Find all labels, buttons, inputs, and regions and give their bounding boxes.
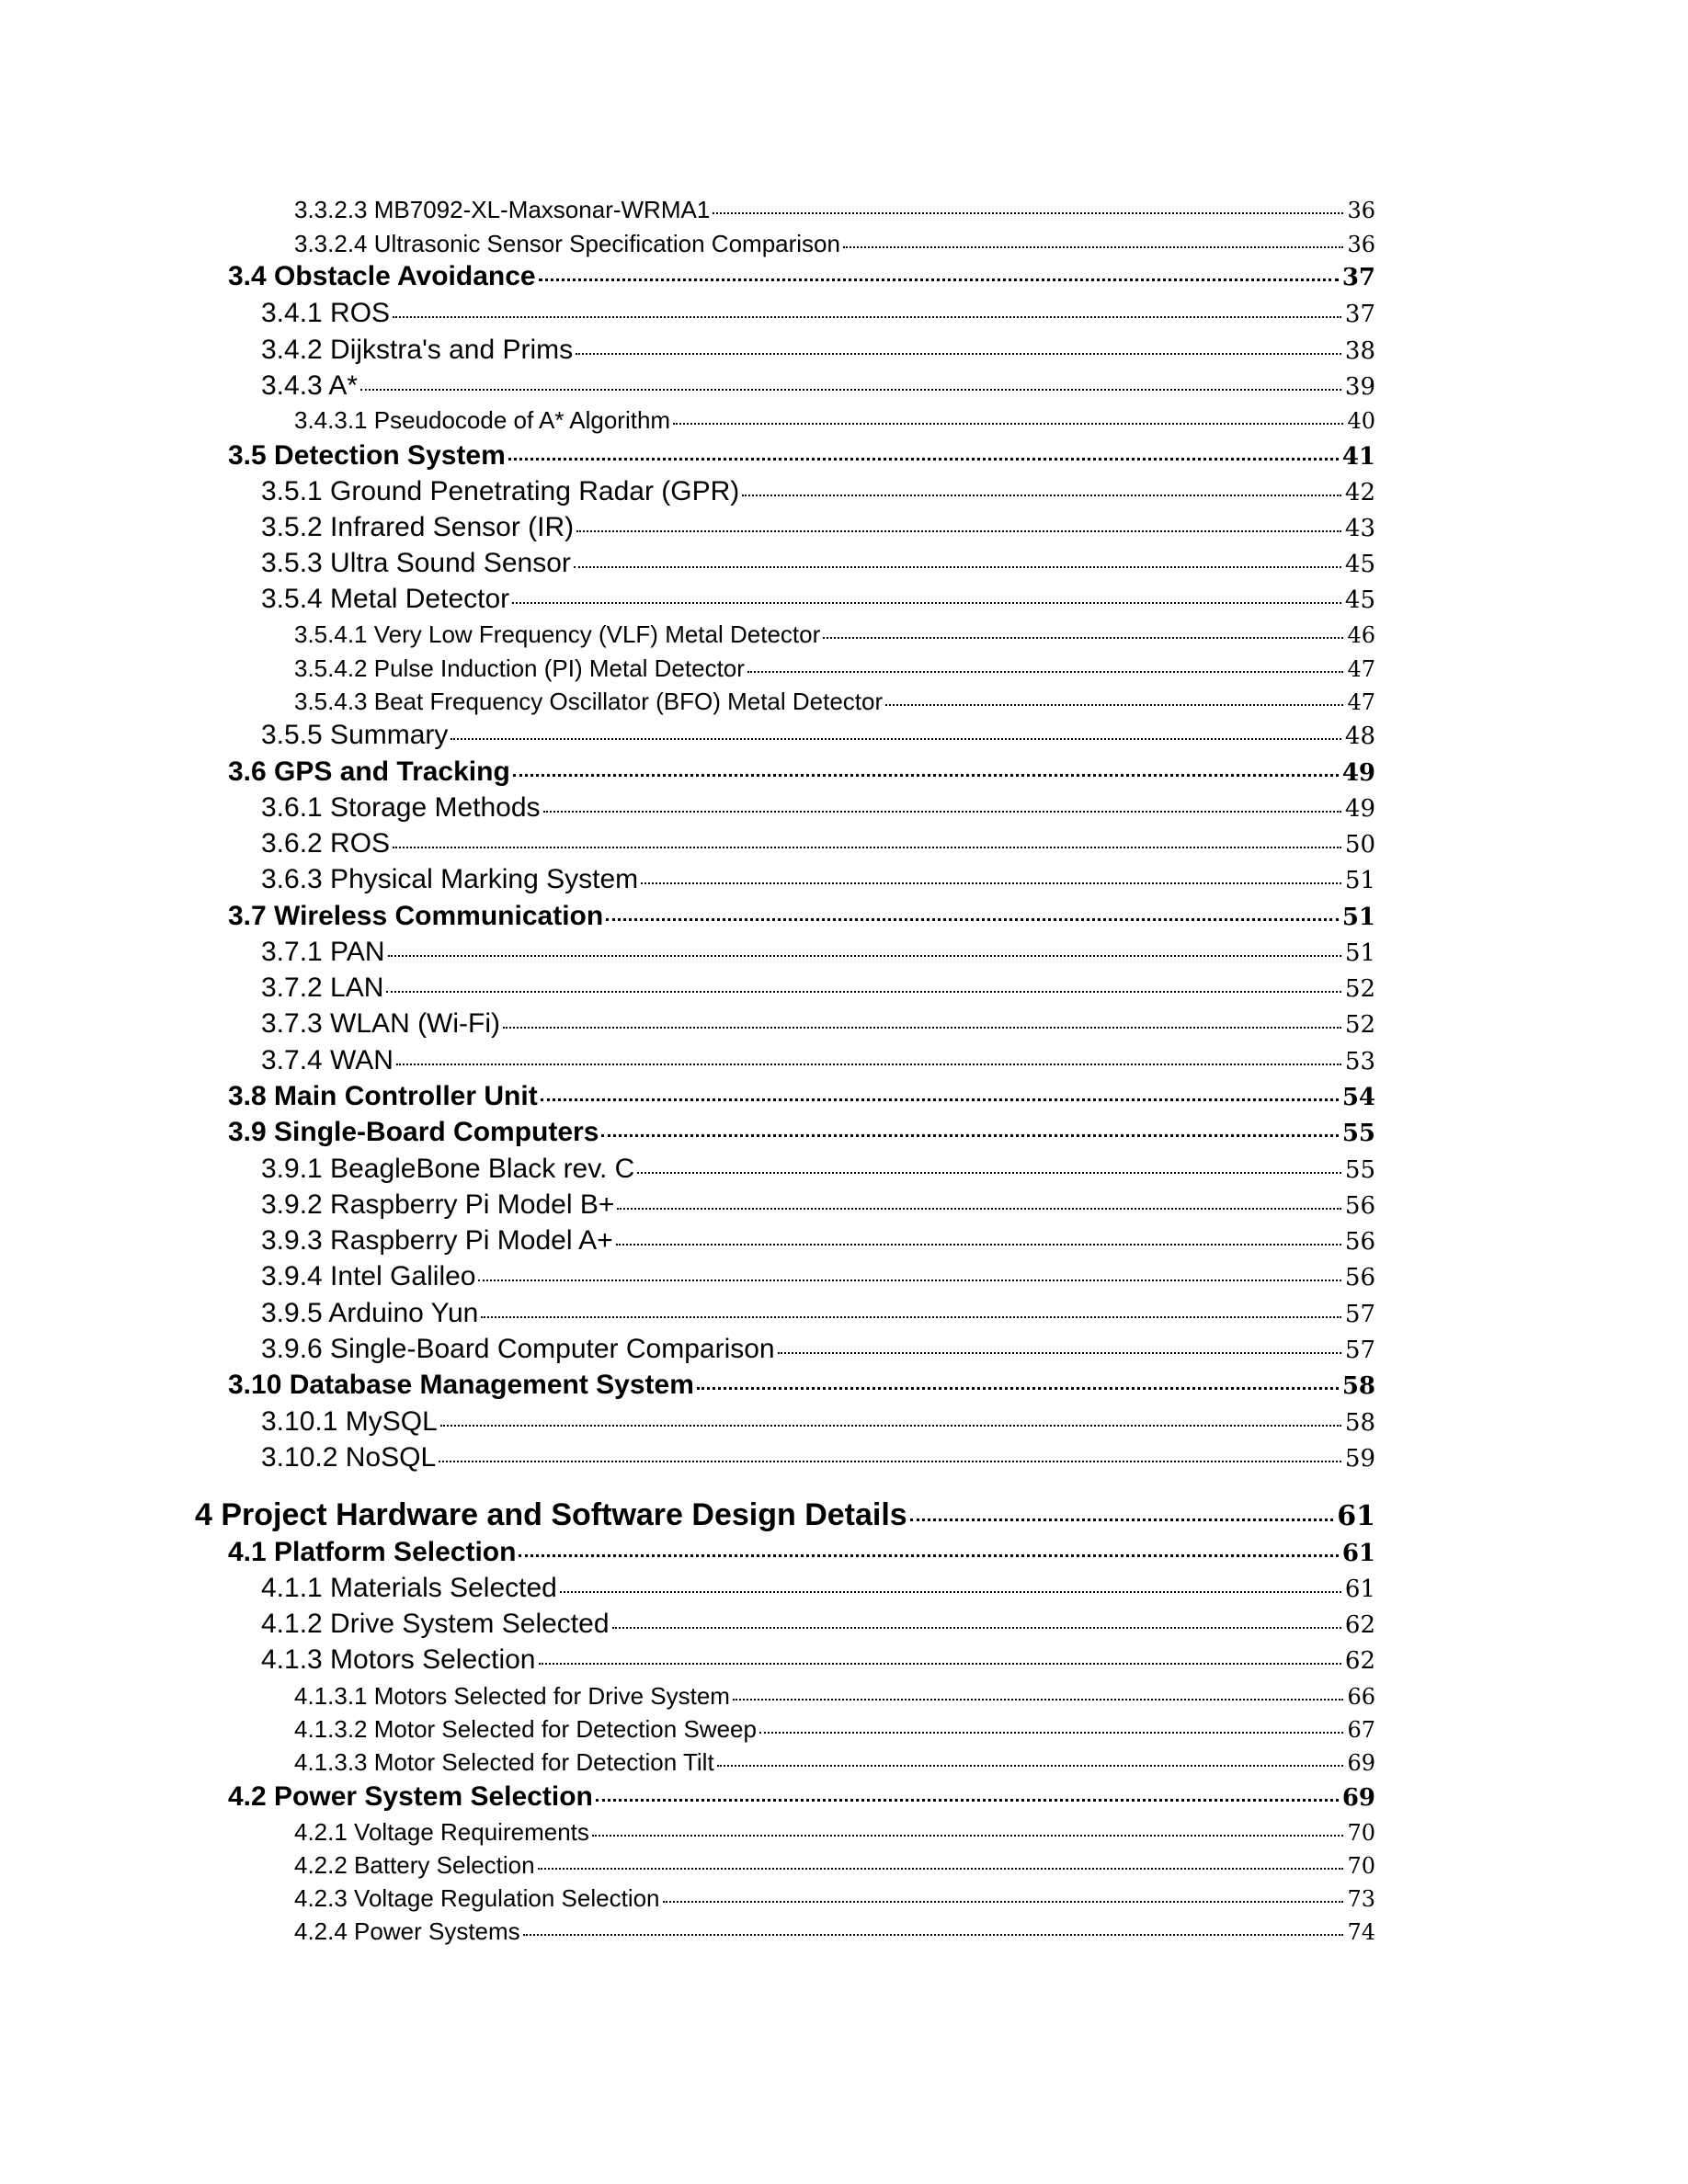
toc-page-number: 58 (1341, 1372, 1375, 1400)
toc-page-number: 56 (1344, 1228, 1375, 1256)
toc-page-number: 51 (1344, 867, 1375, 894)
toc-entry[interactable] (294, 654, 1375, 683)
toc-entry-title: 3.5.4.2 Pulse Induction (PI) Metal Detector (294, 654, 745, 682)
dot-leader (843, 246, 1343, 248)
toc-entry[interactable] (261, 1008, 1375, 1040)
toc-page-number: 61 (1341, 1540, 1375, 1567)
dot-leader (697, 1387, 1339, 1390)
toc-entry-title: 3.5 Detection System (228, 440, 506, 471)
toc-entry-title: 4.1 Platform Selection (228, 1537, 517, 1567)
dot-leader (759, 1732, 1344, 1734)
toc-entry-title: 4.1.1 Materials Selected (261, 1573, 557, 1603)
toc-entry-title: 4.1.2 Drive System Selected (261, 1609, 610, 1639)
dot-leader (523, 1934, 1344, 1936)
dot-leader (606, 918, 1339, 921)
toc-entry-title: 3.7.4 WAN (261, 1045, 393, 1075)
dot-leader (592, 1835, 1344, 1837)
toc-page-number: 47 (1347, 689, 1375, 715)
toc-entry[interactable] (261, 1189, 1375, 1221)
toc-entry[interactable] (261, 720, 1375, 751)
toc-entry-title: 3.5.2 Infrared Sensor (IR) (261, 512, 575, 542)
toc-entry-title: 3.6 GPS and Tracking (228, 756, 510, 787)
toc-entry-title: 3.4 Obstacle Avoidance (228, 261, 536, 291)
toc-entry-title: 3.9.3 Raspberry Pi Model A+ (261, 1225, 613, 1256)
toc-entry[interactable] (261, 1261, 1375, 1292)
toc-page-number: 42 (1344, 479, 1375, 506)
dot-leader (823, 637, 1343, 639)
toc-entry-title: 4.1.3.1 Motors Selected for Drive System (294, 1682, 730, 1710)
toc-page-number: 52 (1344, 1011, 1375, 1039)
toc-entry-title: 3.8 Main Controller Unit (228, 1081, 538, 1111)
toc-entry[interactable] (294, 1884, 1375, 1913)
toc-entry[interactable] (261, 1225, 1375, 1257)
toc-page-number: 50 (1344, 831, 1375, 859)
toc-page-number: 67 (1347, 1717, 1375, 1743)
toc-entry[interactable] (261, 792, 1375, 824)
toc-page-number: 47 (1347, 656, 1375, 682)
toc-entry-title: 3.4.1 ROS (261, 298, 391, 328)
toc-entry-title: 3.5.3 Ultra Sound Sensor (261, 548, 571, 578)
toc-entry[interactable] (261, 1609, 1375, 1640)
toc-entry[interactable] (261, 1573, 1375, 1604)
dot-leader (733, 1699, 1343, 1701)
toc-entry[interactable] (261, 335, 1375, 366)
toc-entry-title: 4.2.2 Battery Selection (294, 1851, 535, 1879)
toc-entry-title: 3.5.4.3 Beat Frequency Oscillator (BFO) Metal Detector (294, 688, 884, 715)
toc-entry-title: 4.1.3.2 Motor Selected for Detection Sweep (294, 1715, 757, 1743)
toc-entry-title: 4.2.3 Voltage Regulation Selection (294, 1884, 660, 1912)
toc-entry[interactable] (294, 1715, 1375, 1744)
dot-leader (576, 530, 1341, 532)
dot-leader (616, 1244, 1341, 1246)
toc-entry-title: 4.1.3.3 Motor Selected for Detection Tilt (294, 1748, 714, 1776)
toc-entry[interactable] (228, 440, 1375, 472)
toc-page-number: 51 (1344, 939, 1375, 967)
toc-page-number: 56 (1344, 1264, 1375, 1291)
toc-entry-title: 3.4.2 Dijkstra's and Prims (261, 335, 574, 365)
toc-entry[interactable] (261, 1154, 1375, 1185)
dot-leader (519, 1554, 1338, 1557)
dot-leader (393, 316, 1341, 318)
toc-entry[interactable] (261, 1334, 1375, 1365)
toc-entry-title: 3.10.1 MySQL (261, 1406, 438, 1437)
toc-page-number: 59 (1344, 1445, 1375, 1473)
toc-entry-title: 3.9.6 Single-Board Computer Comparison (261, 1334, 775, 1364)
toc-entry[interactable] (228, 1081, 1375, 1112)
toc-page-number: 36 (1347, 198, 1375, 223)
toc-page-number: 49 (1344, 795, 1375, 823)
toc-page-number: 70 (1347, 1820, 1375, 1846)
toc-entry-title: 3.3.2.4 Ultrasonic Sensor Specification Comparison (294, 230, 840, 257)
toc-entry[interactable] (261, 973, 1375, 1004)
toc-page-number: 48 (1344, 722, 1375, 750)
toc-page-number: 55 (1341, 1120, 1375, 1147)
toc-page-number: 69 (1347, 1750, 1375, 1776)
toc-page-number: 40 (1347, 408, 1375, 434)
dot-leader (543, 811, 1341, 813)
toc-entry-title: 3.9.2 Raspberry Pi Model B+ (261, 1189, 615, 1220)
toc-entry[interactable] (261, 584, 1375, 615)
toc-page-number: 43 (1344, 515, 1375, 542)
dot-leader (478, 1280, 1340, 1281)
toc-entry[interactable] (294, 1682, 1375, 1711)
toc-entry-title: 3.9.1 BeagleBone Black rev. C (261, 1154, 635, 1184)
toc-entry[interactable] (261, 1406, 1375, 1438)
toc-entry[interactable] (261, 298, 1375, 329)
toc-page-number: 57 (1344, 1301, 1375, 1328)
toc-entry-title: 3.7 Wireless Communication (228, 901, 604, 931)
dot-leader (885, 704, 1343, 706)
dot-leader (513, 774, 1339, 777)
toc-page-number: 45 (1344, 551, 1375, 578)
toc-entry[interactable] (261, 1298, 1375, 1329)
toc-entry[interactable] (294, 1917, 1375, 1946)
toc-page-number: 62 (1344, 1647, 1375, 1675)
toc-page-number: 56 (1344, 1192, 1375, 1220)
toc-entry[interactable] (261, 548, 1375, 579)
toc-entry[interactable] (261, 1644, 1375, 1676)
toc-entry-title: 3.5.4 Metal Detector (261, 584, 510, 614)
toc-entry[interactable] (261, 1442, 1375, 1473)
toc-entry[interactable] (228, 756, 1375, 788)
dot-leader (388, 955, 1341, 957)
toc-page-number: 70 (1347, 1853, 1375, 1879)
toc-entry-title: 3.4.3.1 Pseudocode of A* Algorithm (294, 406, 671, 434)
toc-page-number: 58 (1344, 1409, 1375, 1437)
toc-page-number: 49 (1341, 759, 1375, 787)
dot-leader (503, 1027, 1341, 1029)
toc-page-number: 57 (1344, 1337, 1375, 1364)
toc-page-number: 36 (1347, 232, 1375, 257)
dot-leader (440, 1425, 1341, 1427)
dot-leader (439, 1461, 1341, 1462)
toc-entry-title: 4.2.1 Voltage Requirements (294, 1818, 589, 1846)
toc-page-number: 66 (1347, 1684, 1375, 1710)
dot-leader (612, 1627, 1341, 1629)
toc-page-number: 51 (1341, 904, 1375, 931)
toc-entry[interactable] (294, 230, 1375, 258)
toc-entry[interactable] (228, 1537, 1375, 1568)
toc-page-number: 61 (1344, 1575, 1375, 1603)
toc-entry-title: 3.10 Database Management System (228, 1370, 694, 1400)
toc-page-number: 37 (1344, 301, 1375, 328)
toc-entry-title: 3.3.2.3 MB7092-XL-Maxsonar-WRMA1 (294, 196, 711, 223)
toc-page-number: 41 (1341, 443, 1375, 471)
dot-leader (717, 1765, 1344, 1767)
toc-entry[interactable] (261, 1045, 1375, 1076)
toc-page-number: 62 (1344, 1611, 1375, 1639)
dot-leader (617, 1208, 1341, 1210)
dot-leader (386, 991, 1340, 993)
toc-entry[interactable] (294, 196, 1375, 224)
toc-entry-title: 3.7.3 WLAN (Wi-Fi) (261, 1008, 501, 1039)
dot-leader (673, 423, 1343, 425)
toc-page-number: 52 (1344, 975, 1375, 1003)
toc-entry[interactable] (294, 688, 1375, 716)
dot-leader (747, 671, 1344, 673)
toc-entry[interactable] (228, 1370, 1375, 1401)
dot-leader (641, 882, 1341, 884)
dot-leader (539, 279, 1339, 281)
toc-page-number: 73 (1347, 1886, 1375, 1912)
toc-entry[interactable] (261, 828, 1375, 859)
toc-entry[interactable] (294, 406, 1375, 435)
toc-entry-title: 3.6.1 Storage Methods (261, 792, 541, 823)
toc-entry[interactable] (261, 864, 1375, 895)
toc-entry-title: 3.6.2 ROS (261, 828, 391, 859)
toc-entry[interactable] (294, 1851, 1375, 1880)
toc-page-number: 37 (1341, 264, 1375, 291)
dot-leader (512, 602, 1341, 604)
toc-entry-title: 3.4.3 A* (261, 370, 359, 401)
dot-leader (396, 1064, 1341, 1065)
toc-entry-title: 3.5.4.1 Very Low Frequency (VLF) Metal Detector (294, 620, 821, 648)
dot-leader (910, 1519, 1334, 1521)
toc-entry[interactable] (261, 370, 1375, 402)
toc-entry[interactable] (228, 1117, 1375, 1148)
toc-entry[interactable] (228, 261, 1375, 292)
dot-leader (601, 1134, 1338, 1137)
dot-leader (508, 458, 1339, 461)
toc-page-number: 45 (1344, 586, 1375, 614)
dot-leader (742, 495, 1341, 496)
toc-entry-title: 3.9.4 Intel Galileo (261, 1261, 476, 1291)
toc-entry-title: 3.7.2 LAN (261, 973, 384, 1003)
toc-entry[interactable] (261, 476, 1375, 507)
toc-entry[interactable] (261, 512, 1375, 543)
dot-leader (541, 1098, 1339, 1101)
toc-page-number: 55 (1344, 1156, 1375, 1184)
toc-page-number: 38 (1344, 337, 1375, 365)
toc-entry-title: 3.7.1 PAN (261, 937, 385, 967)
dot-leader (596, 1799, 1339, 1802)
toc-entry-title: 4.2.4 Power Systems (294, 1917, 520, 1945)
toc-entry[interactable] (261, 937, 1375, 968)
dot-leader (451, 738, 1340, 740)
toc-page-number: 53 (1344, 1048, 1375, 1075)
toc-entry-title: 3.9.5 Arduino Yun (261, 1298, 479, 1328)
toc-entry-title: 4 Project Hardware and Software Design Details (195, 1497, 907, 1532)
toc-entry[interactable] (294, 1818, 1375, 1847)
dot-leader (713, 212, 1343, 214)
toc-entry[interactable] (294, 620, 1375, 649)
toc-page-number: 54 (1341, 1084, 1375, 1111)
dot-leader (481, 1316, 1341, 1318)
toc-entry-title: 4.2 Power System Selection (228, 1781, 593, 1812)
dot-leader (637, 1172, 1341, 1174)
dot-leader (539, 1663, 1341, 1665)
toc-page-number: 61 (1337, 1500, 1375, 1532)
dot-leader (778, 1352, 1341, 1354)
toc-entry[interactable] (294, 1748, 1375, 1777)
toc-page-number: 46 (1347, 622, 1375, 648)
dot-leader (538, 1868, 1344, 1870)
toc-entry-title: 3.5.5 Summary (261, 720, 449, 750)
dot-leader (663, 1901, 1344, 1903)
dot-leader (360, 389, 1341, 391)
toc-entry-title: 3.10.2 NoSQL (261, 1442, 437, 1473)
toc-page-number: 69 (1341, 1784, 1375, 1812)
toc-entry-title: 3.9 Single-Board Computers (228, 1117, 599, 1147)
toc-page-number: 74 (1347, 1919, 1375, 1945)
dot-leader (576, 353, 1341, 355)
toc-entry-title: 4.1.3 Motors Selection (261, 1644, 536, 1675)
toc-entry[interactable] (228, 901, 1375, 932)
toc-entry-title: 3.6.3 Physical Marking System (261, 864, 639, 894)
toc-entry[interactable] (228, 1781, 1375, 1813)
toc-entry[interactable] (195, 1497, 1375, 1533)
toc-entry-title: 3.5.1 Ground Penetrating Radar (GPR) (261, 476, 740, 506)
dot-leader (574, 566, 1341, 568)
dot-leader (393, 847, 1341, 848)
dot-leader (560, 1591, 1341, 1593)
toc-page-number: 39 (1344, 373, 1375, 401)
